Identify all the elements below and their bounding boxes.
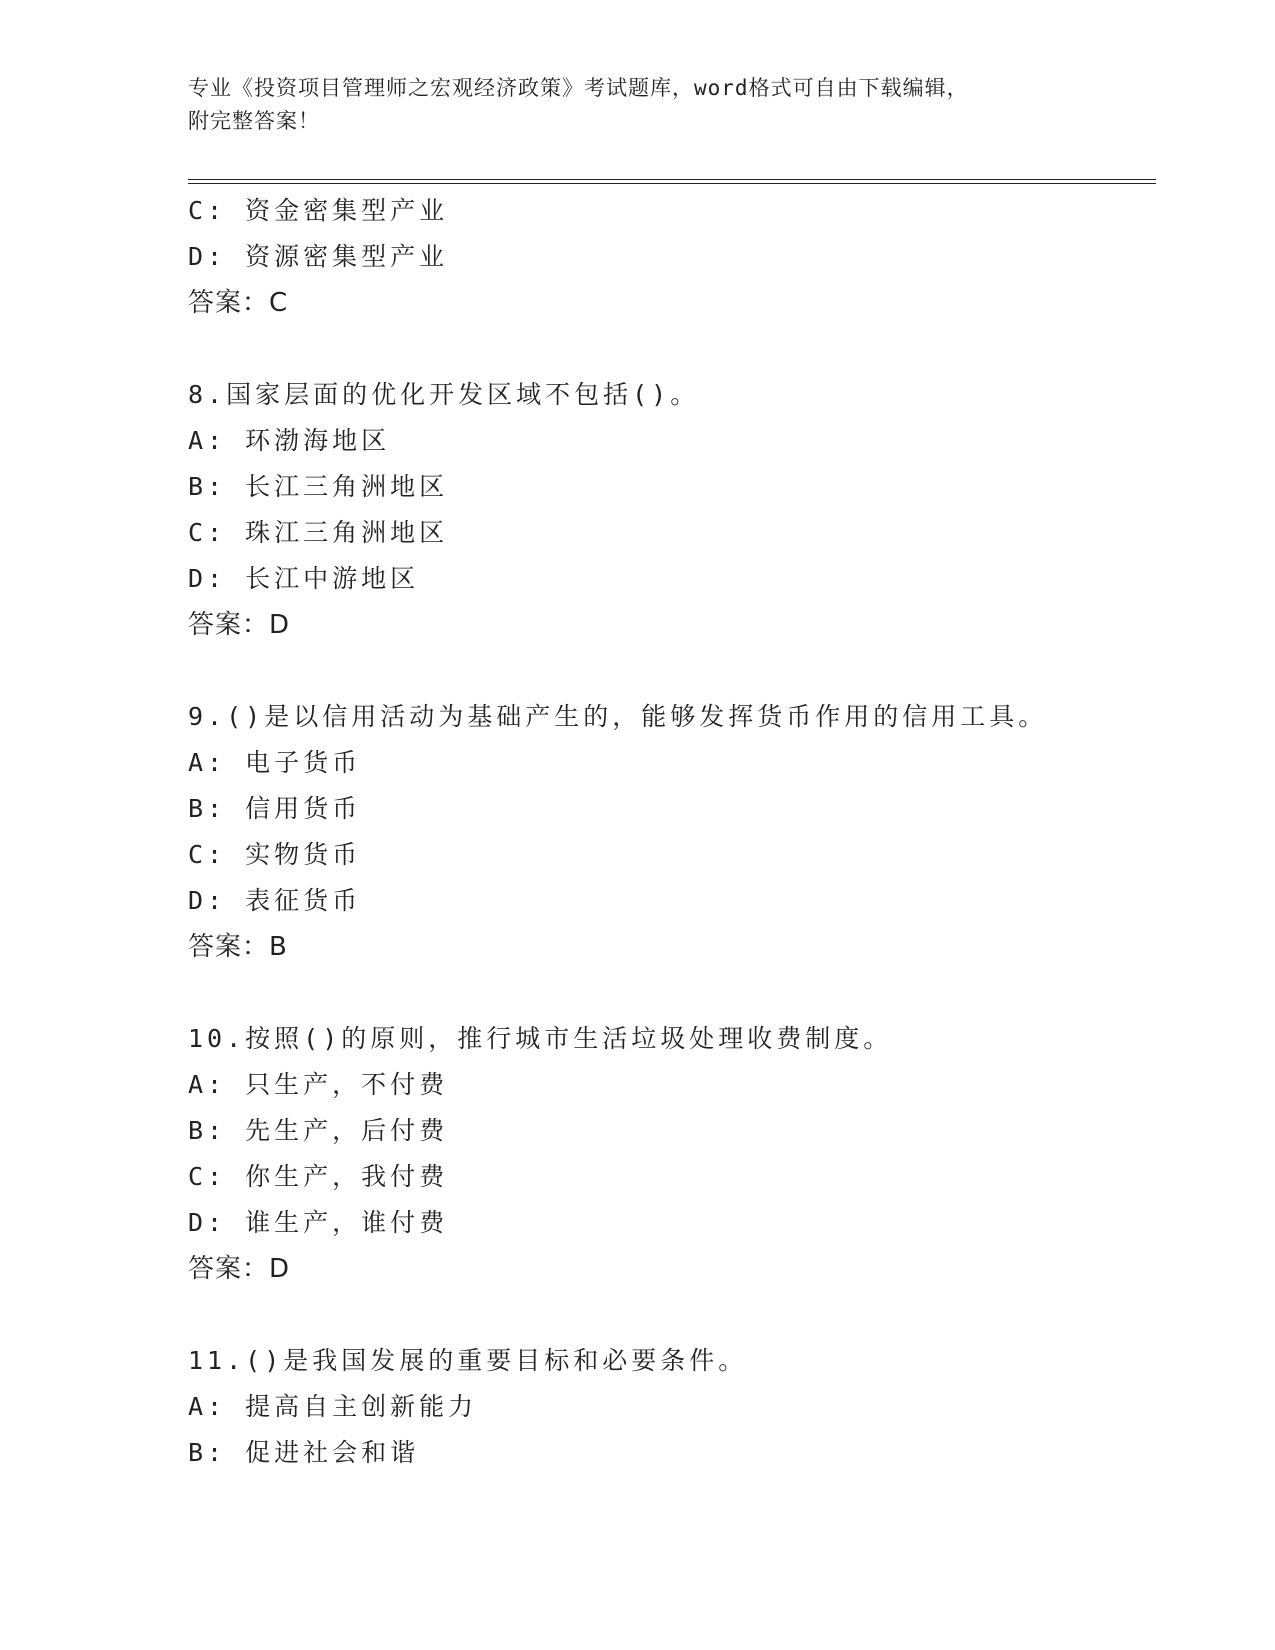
option-a: A: 环渤海地区 [188, 426, 391, 455]
question-9 [188, 694, 1168, 970]
answer: 答案：C [188, 288, 289, 318]
header-divider-bottom [188, 183, 1156, 184]
option-c: C: 资金密集型产业 [188, 196, 449, 225]
header-divider-top [188, 179, 1156, 180]
header-line-1: 专业《投资项目管理师之宏观经济政策》考试题库，word格式可自由下载编辑， [188, 76, 969, 100]
option-b: B: 信用货币 [188, 794, 362, 823]
option-b: B: 促进社会和谐 [188, 1438, 420, 1467]
question-text: 11.()是我国发展的重要目标和必要条件。 [188, 1346, 748, 1375]
question-7-tail [188, 188, 1168, 326]
answer: 答案：D [188, 1254, 291, 1284]
option-a: A: 提高自主创新能力 [188, 1392, 478, 1421]
option-d: D: 谁生产，谁付费 [188, 1208, 449, 1237]
option-d: D: 资源密集型产业 [188, 242, 449, 271]
question-8 [188, 372, 1168, 648]
question-list [188, 188, 1168, 1476]
answer: 答案：B [188, 932, 288, 962]
option-a: A: 只生产，不付费 [188, 1070, 449, 1099]
option-c: C: 你生产，我付费 [188, 1162, 449, 1191]
header-line-2: 附完整答案！ [188, 109, 320, 133]
question-11 [188, 1338, 1168, 1476]
option-a: A: 电子货币 [188, 748, 362, 777]
option-c: C: 珠江三角洲地区 [188, 518, 449, 547]
option-d: D: 长江中游地区 [188, 564, 420, 593]
option-b: B: 长江三角洲地区 [188, 472, 449, 501]
question-text: 8.国家层面的优化开发区域不包括()。 [188, 380, 700, 409]
option-c: C: 实物货币 [188, 840, 362, 869]
option-d: D: 表征货币 [188, 886, 362, 915]
answer: 答案：D [188, 610, 291, 640]
option-b: B: 先生产，后付费 [188, 1116, 449, 1145]
question-text: 9.()是以信用活动为基础产生的，能够发挥货币作用的信用工具。 [188, 702, 1048, 731]
document-header [188, 72, 1148, 138]
question-text: 10.按照()的原则，推行城市生活垃圾处理收费制度。 [188, 1024, 893, 1053]
question-10 [188, 1016, 1168, 1292]
